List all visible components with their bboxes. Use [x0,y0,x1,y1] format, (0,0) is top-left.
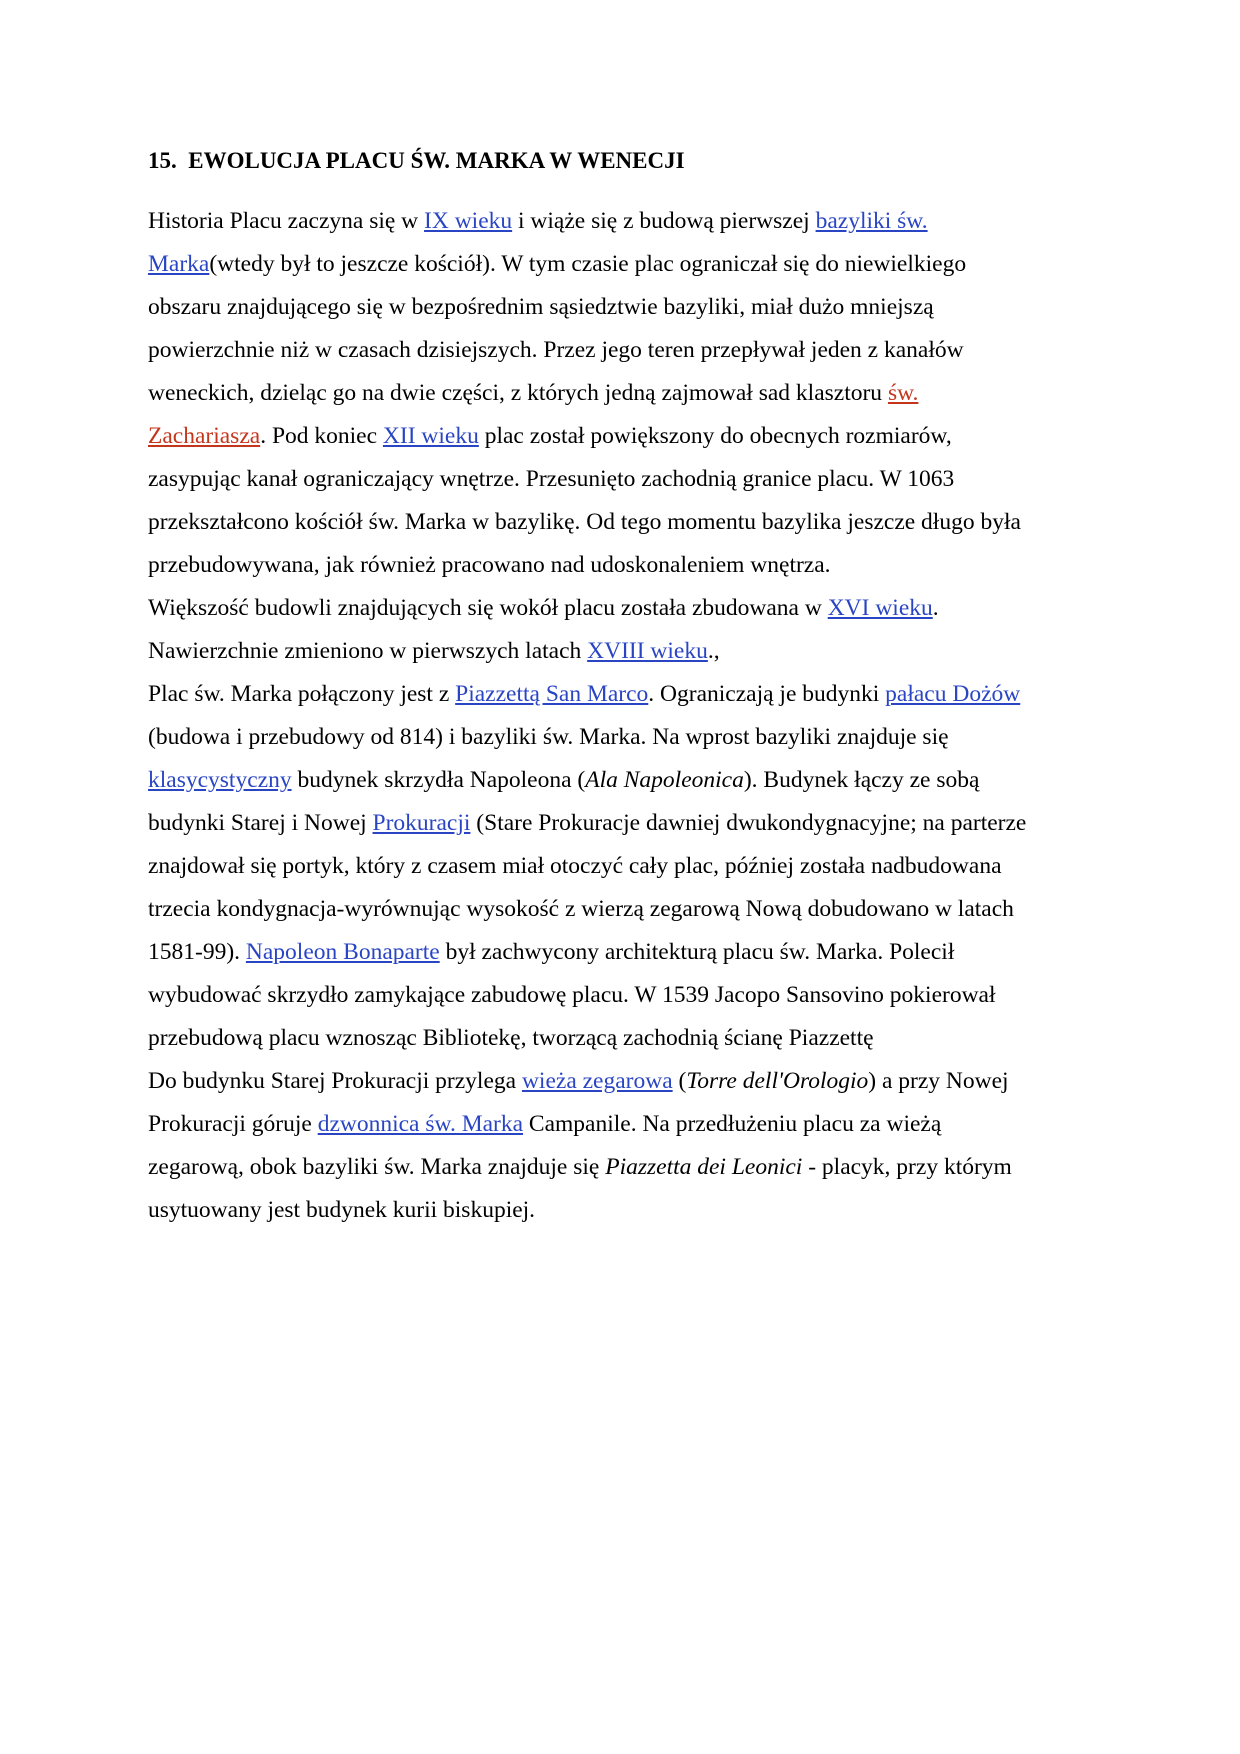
text-run: i wiąże się z budową pierwszej [512,208,816,234]
text-run: ., [707,638,720,664]
text-line [148,372,1088,415]
text-run: Większość budowli znajdujących się wokół placu została zbudowana w [148,595,828,621]
text-line [148,458,1088,501]
text-line [148,1060,1088,1103]
body-text [148,200,1088,1232]
text-line [148,243,1088,286]
text-run: trzecia kondygnacja-wyrównując wysokość z wierzą zegarową Nową dobudowano w latach [148,896,1014,922]
hyperlink[interactable]: XVIII wieku [587,638,708,664]
hyperlink[interactable]: pałacu Dożów [885,681,1021,707]
text-run: zegarową, obok bazyliki św. Marka znajduje się [148,1154,606,1180]
italic-text: Ala Napoleonica [585,767,744,793]
text-run: był zachwycony architekturą placu św. Marka. Polecił [439,939,955,965]
text-line [148,759,1088,802]
text-line [148,673,1088,716]
text-line [148,544,1088,587]
section-number: 15. [148,148,177,173]
text-run: . Pod koniec [260,423,383,449]
text-run: ) a przy Nowej [868,1068,1009,1094]
text-run: przebudowywana, jak również pracowano nad udoskonaleniem wnętrza. [148,552,831,578]
hyperlink[interactable]: XVI wieku [827,595,933,621]
text-run: weneckich, dzieląc go na dwie części, z których jedną zajmował sad klasztoru [148,380,888,406]
hyperlink[interactable]: Zachariasza [148,423,261,449]
hyperlink[interactable]: wieża zegarowa [521,1068,673,1094]
hyperlink[interactable]: św. [887,380,919,406]
text-run: Nawierzchnie zmieniono w pierwszych latach [148,638,588,664]
text-line [148,501,1088,544]
text-line [148,1017,1088,1060]
text-run: (wtedy był to jeszcze kościół). W tym czasie plac ograniczał się do niewielkiego [209,251,967,277]
text-run: budynek skrzydła Napoleona ( [291,767,586,793]
text-line [148,888,1088,931]
text-run: - placyk, przy którym [802,1154,1012,1180]
text-line [148,931,1088,974]
text-run: przekształcono kościół św. Marka w bazylikę. Od tego momentu bazylika jeszcze długo była [148,509,1021,535]
hyperlink[interactable]: Napoleon Bonaparte [245,939,440,965]
italic-text: Piazzetta dei Leonici [605,1154,803,1180]
text-run: plac został powiększony do obecnych rozmiarów, [478,423,952,449]
text-run: powierzchnie niż w czasach dzisiejszych. Przez jego teren przepływał jeden z kanałów [148,337,964,363]
text-run: Historia Placu zaczyna się w [148,208,425,234]
text-line [148,974,1088,1017]
text-run: . Ograniczają je budynki [648,681,886,707]
hyperlink[interactable]: dzwonnica św. Marka [317,1111,524,1137]
text-line [148,1103,1088,1146]
text-run: Do budynku Starej Prokuracji przylega [148,1068,522,1094]
text-run: przebudową placu wznosząc Bibliotekę, tworzącą zachodnią ścianę Piazzettę [148,1025,874,1051]
text-run: ( [672,1068,687,1094]
text-line [148,802,1088,845]
text-run: znajdował się portyk, który z czasem miał otoczyć cały plac, później została nadbudowana [148,853,1002,879]
hyperlink[interactable]: bazyliki św. [815,208,928,234]
text-line [148,1146,1088,1189]
text-run: wybudować skrzydło zamykające zabudowę placu. W 1539 Jacopo Sansovino pokierował [148,982,996,1008]
text-run: budynki Starej i Nowej [148,810,373,836]
text-line [148,845,1088,888]
text-run: Plac św. Marka połączony jest z [148,681,456,707]
hyperlink[interactable]: klasycystyczny [148,767,292,793]
hyperlink[interactable]: Prokuracji [372,810,471,836]
text-run: Campanile. Na przedłużeniu placu za wieżą [523,1111,942,1137]
text-run: (Stare Prokuracje dawniej dwukondygnacyjne; na parterze [470,810,1027,836]
text-line [148,1189,1088,1232]
text-line [148,587,1088,630]
text-run: obszaru znajdującego się w bezpośrednim sąsiedztwie bazyliki, miał dużo mniejszą [148,294,934,320]
text-line [148,200,1088,243]
text-run: 1581-99). [148,939,246,965]
text-line [148,716,1088,759]
text-run: ). Budynek łączy ze sobą [743,767,980,793]
hyperlink[interactable]: XII wieku [382,423,479,449]
section-heading [148,146,685,176]
text-run: Prokuracji góruje [148,1111,318,1137]
italic-text: Torre dell'Orologio [686,1068,869,1094]
hyperlink[interactable]: Piazzettą San Marco [455,681,649,707]
section-title: EWOLUCJA PLACU ŚW. MARKA W WENECJI [188,148,685,173]
text-run: (budowa i przebudowy od 814) i bazyliki św. Marka. Na wprost bazyliki znajduje się [148,724,949,750]
hyperlink[interactable]: IX wieku [424,208,513,234]
text-run: . [932,595,939,621]
text-line [148,630,1088,673]
hyperlink[interactable]: Marka [148,251,210,277]
text-run: usytuowany jest budynek kurii biskupiej. [148,1197,536,1223]
text-line [148,286,1088,329]
text-line [148,415,1088,458]
text-line [148,329,1088,372]
text-run: zasypując kanał ograniczający wnętrze. Przesunięto zachodnią granice placu. W 1063 [148,466,955,492]
